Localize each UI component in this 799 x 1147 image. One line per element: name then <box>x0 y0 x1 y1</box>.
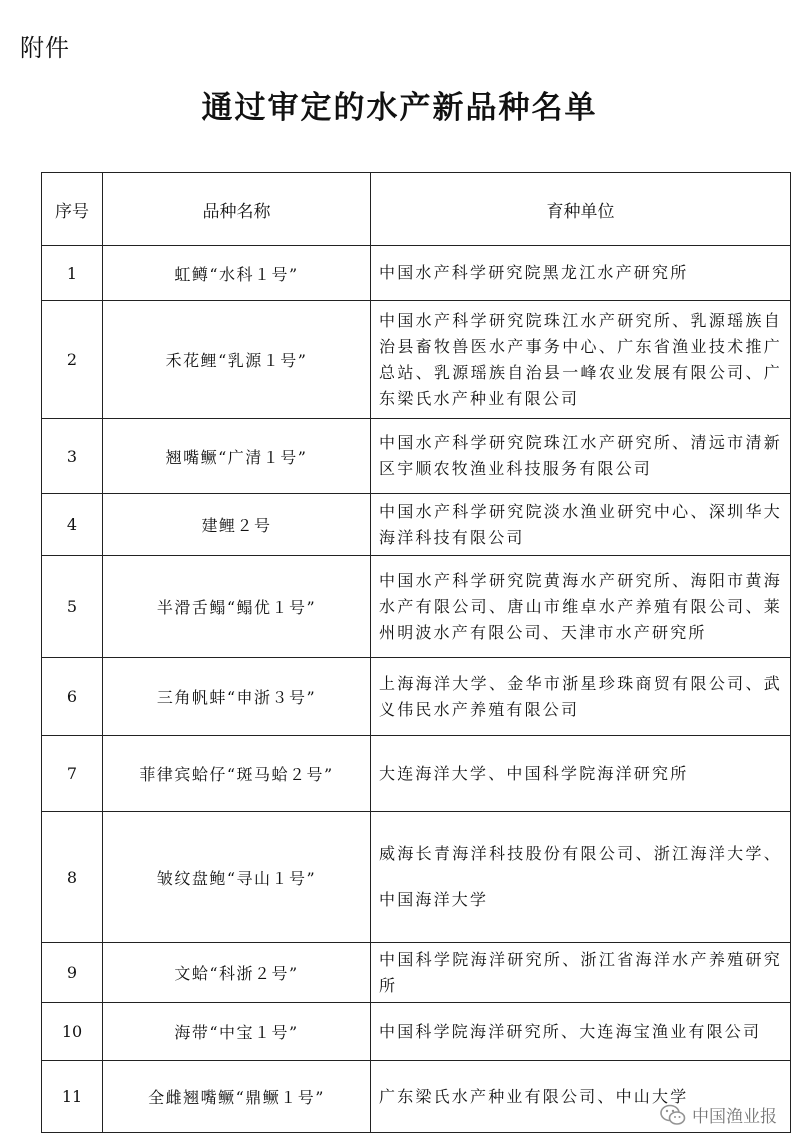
row-number: 7 <box>42 736 103 812</box>
variety-name: 海带“中宝１号” <box>103 1003 371 1061</box>
breeding-unit: 中国科学院海洋研究所、大连海宝渔业有限公司 <box>371 1003 791 1061</box>
breeding-unit: 中国水产科学研究院珠江水产研究所、乳源瑶族自治县畜牧兽医水产事务中心、广东省渔业技术推广总站、乳源瑶族自治县一峰农业发展有限公司、广东梁氏水产种业有限公司 <box>371 301 791 419</box>
table-row <box>42 812 791 943</box>
table-row <box>42 658 791 736</box>
row-number: 3 <box>42 419 103 494</box>
breeding-unit: 中国水产科学研究院黑龙江水产研究所 <box>371 246 791 301</box>
variety-name: 翘嘴鳜“广清１号” <box>103 419 371 494</box>
row-number: 5 <box>42 556 103 658</box>
row-number: 11 <box>42 1061 103 1133</box>
wechat-icon <box>660 1104 686 1126</box>
breeding-unit: 威海长青海洋科技股份有限公司、浙江海洋大学、中国海洋大学 <box>371 812 791 943</box>
breeding-unit: 中国水产科学研究院黄海水产研究所、海阳市黄海水产有限公司、唐山市维卓水产养殖有限公司、莱州明波水产有限公司、天津市水产研究所 <box>371 556 791 658</box>
header-name: 品种名称 <box>103 173 371 246</box>
row-number: 8 <box>42 812 103 943</box>
variety-name: 半滑舌鳎“鳎优１号” <box>103 556 371 658</box>
variety-name: 禾花鲤“乳源１号” <box>103 301 371 419</box>
header-unit: 育种单位 <box>371 173 791 246</box>
row-number: 1 <box>42 246 103 301</box>
table-row <box>42 556 791 658</box>
breeding-unit: 广东梁氏水产种业有限公司、中山大学 <box>371 1061 791 1133</box>
source-watermark <box>660 1102 777 1127</box>
row-number: 2 <box>42 301 103 419</box>
attachment-label: 附件 <box>20 34 70 62</box>
table-row <box>42 943 791 1003</box>
table-row <box>42 1003 791 1061</box>
breeding-unit: 中国水产科学研究院珠江水产研究所、清远市清新区宇顺农牧渔业科技服务有限公司 <box>371 419 791 494</box>
variety-name: 三角帆蚌“申浙３号” <box>103 658 371 736</box>
table-row <box>42 494 791 556</box>
table-row <box>42 736 791 812</box>
variety-name: 全雌翘嘴鳜“鼎鳜１号” <box>103 1061 371 1133</box>
breeding-unit: 中国科学院海洋研究所、浙江省海洋水产养殖研究所 <box>371 943 791 1003</box>
row-number: 9 <box>42 943 103 1003</box>
page-title: 通过审定的水产新品种名单 <box>201 90 598 126</box>
watermark-text: 中国渔业报 <box>692 1107 777 1127</box>
breeding-unit: 上海海洋大学、金华市浙星珍珠商贸有限公司、武义伟民水产养殖有限公司 <box>371 658 791 736</box>
variety-name: 建鲤２号 <box>103 494 371 556</box>
variety-name: 皱纹盘鲍“寻山１号” <box>103 812 371 943</box>
table-row <box>42 419 791 494</box>
row-number: 4 <box>42 494 103 556</box>
table-row <box>42 246 791 301</box>
variety-name: 文蛤“科浙２号” <box>103 943 371 1003</box>
variety-table <box>41 172 791 1133</box>
table-row <box>42 301 791 419</box>
row-number: 10 <box>42 1003 103 1061</box>
row-number: 6 <box>42 658 103 736</box>
header-no: 序号 <box>42 173 103 246</box>
breeding-unit: 大连海洋大学、中国科学院海洋研究所 <box>371 736 791 812</box>
table-header-row <box>42 173 791 246</box>
variety-name: 虹鳟“水科１号” <box>103 246 371 301</box>
variety-name: 菲律宾蛤仔“斑马蛤２号” <box>103 736 371 812</box>
breeding-unit: 中国水产科学研究院淡水渔业研究中心、深圳华大海洋科技有限公司 <box>371 494 791 556</box>
